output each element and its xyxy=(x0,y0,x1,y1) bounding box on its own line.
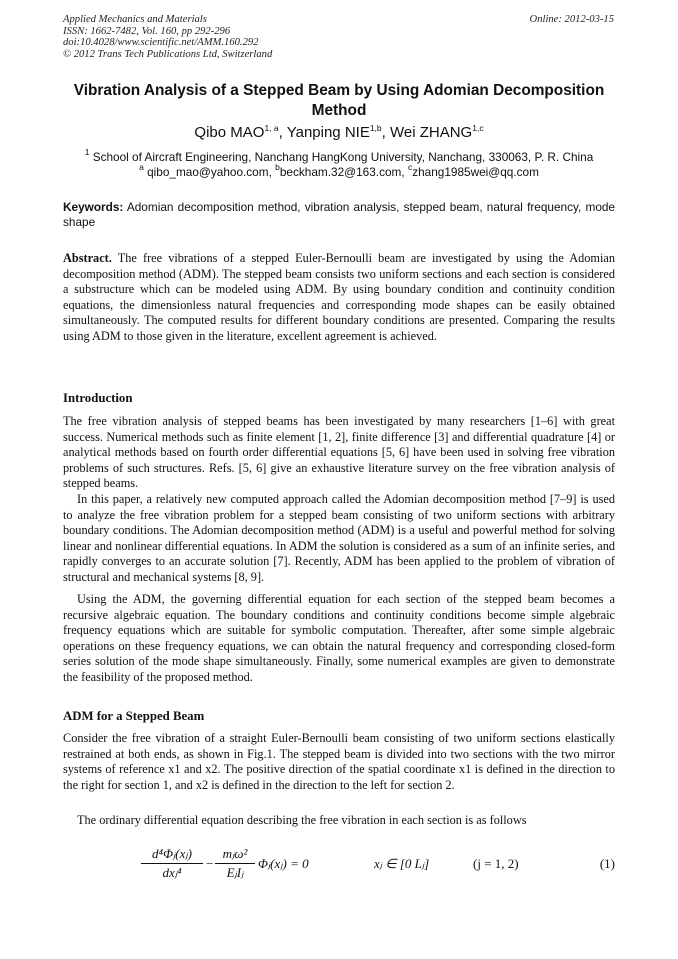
author-sup: 1,c xyxy=(472,123,484,133)
keywords-label: Keywords: xyxy=(63,200,124,214)
equation-fraction-derivative xyxy=(141,846,203,881)
affiliation-text: School of Aircraft Engineering, Nanchang HangKong University, Nanchang, 330063, P. R. China xyxy=(92,150,594,164)
equation-number: (1) xyxy=(599,856,615,871)
section-heading-adm: ADM for a Stepped Beam xyxy=(63,709,205,723)
equation-1 xyxy=(63,846,615,890)
equation-numerator: d⁴Φⱼ(xⱼ) xyxy=(141,846,203,864)
email-sup: a xyxy=(139,162,144,172)
equation-denominator: dxⱼ⁴ xyxy=(162,865,182,880)
email-link[interactable]: qibo_mao@yahoo.com xyxy=(147,165,269,179)
journal-name: Applied Mechanics and Materials xyxy=(63,14,207,25)
email-link[interactable]: beckham.32@163.com xyxy=(279,165,402,179)
email-sup: c xyxy=(407,162,413,172)
adm-paragraph-1: Consider the free vibration of a straight Euler-Bernoulli beam consisting of two uniform sections elastically restrained at both ends, as shown in Fig.1. The stepped beam is divided into two sections with the two mirror systems of reference x1 and x2. The positive direction of the spatial coordinate x1 is defined in the direction to the right for section 1, and x2 is defined in the direction to the left for section 2. xyxy=(63,731,615,792)
author-sup: 1, a xyxy=(264,123,279,133)
affiliation xyxy=(63,147,615,165)
email-sup: b xyxy=(275,162,280,172)
doi-line: doi:10.4028/www.scientific.net/AMM.160.292 xyxy=(63,37,259,49)
adm-paragraph-2: The ordinary differential equation describing the free vibration in each section is as follows xyxy=(77,813,527,827)
author-list: Qibo MAO$^{1, a}$, Yanping NIE$^{1,b}$, Wei ZHANG$^{1,c}$ xyxy=(194,123,484,141)
abstract-text: The free vibrations of a stepped Euler-Bernoulli beam are investigated by using the Adomian decomposition method (ADM). The stepped beam consists two uniform sections and each section is considered a substructure which can be modeled using ADM. By using boundary condition and continuity condition equations, the dimensionless natural frequencies and corresponding mode shapes can be easily obtained simultaneously. The computed results for different boundary conditions are presented. Comparing the results using ADM to those given in the literature, excellent agreement is achieved. xyxy=(63,251,615,343)
section-heading-introduction: Introduction xyxy=(63,391,133,405)
equation-numerator: mⱼω² xyxy=(215,846,255,864)
intro-paragraph-3: Using the ADM, the governing differential equation for each section of the stepped beam becomes a recursive algebraic equation. The boundary conditions and continuity conditions become simple algebraic frequency equations which are suitable for symbolic computation. Thereafter, after some simple algebraic operations on these frequency equations, we can obtain the natural frequency and corresponding closed-form series solution of the mode shape simultaneously. Finally, some numerical examples are given to demonstrate the feasibility of the proposed method. xyxy=(63,592,615,684)
author-name: Yanping NIE xyxy=(286,124,370,141)
abstract xyxy=(63,251,615,345)
email-link[interactable]: zhang1985wei@qq.com xyxy=(412,165,539,179)
journal-meta xyxy=(63,14,272,60)
keywords-text: Adomian decomposition method, vibration analysis, stepped beam, natural frequency, mode shape xyxy=(63,200,615,230)
issn-line: ISSN: 1662-7482, Vol. 160, pp 292-296 xyxy=(63,25,231,37)
intro-paragraph-1: The free vibration analysis of stepped beams has been investigated by many researchers [1–6] with great success. Numerical methods such as finite element [1, 2], finite difference [3] and differential quadrature [4] or analytical methods based on fourth order differential equations [5, 6] have been used in solving free vibration problems of such structures. Refs. [5, 6] give an exhaustive literature survey on the free vibration analysis of stepped beams. xyxy=(63,414,615,491)
paper-title: Vibration Analysis of a Stepped Beam by Using Adomian Decomposition Method xyxy=(73,82,605,119)
copyright-line: © 2012 Trans Tech Publications Ltd, Switzerland xyxy=(63,48,273,60)
equation-rhs: Φⱼ(xⱼ) = 0 xyxy=(258,856,309,871)
author-name: Wei ZHANG xyxy=(390,124,473,141)
equation-fraction-coefficient xyxy=(215,846,255,881)
abstract-label: Abstract. xyxy=(63,251,112,265)
equation-denominator: EⱼIⱼ xyxy=(226,865,244,880)
author-emails: $^a$ qibo_mao@yahoo.com, $^b$beckham.32@163.com, $^c$zhang1985wei@qq.com xyxy=(139,162,539,179)
online-date: Online: 2012-03-15 xyxy=(529,14,614,25)
equation-j-range: (j = 1, 2) xyxy=(473,856,519,871)
equation-domain: xⱼ ∈ [0 Lⱼ] xyxy=(374,856,430,871)
equation-minus: − xyxy=(206,856,214,871)
author-sup: 1,b xyxy=(369,123,382,133)
affiliation-number: 1 xyxy=(84,147,90,157)
intro-paragraph-2: In this paper, a relatively new computed approach called the Adomian decomposition method [7–9] is used to analyze the free vibration problem for a stepped beam consisting of two uniform sections with arbitrary boundary conditions. The Adomian decomposition method (ADM) is a useful and powerful method for solving linear and nonlinear differential equations. In ADM the solution is considered as a sum of an infinite series, and rapidly converges to an accurate solution [7]. Recently, ADM has been applied to the problem of vibration of structural and mechanical systems [8, 9]. xyxy=(63,492,615,584)
keywords xyxy=(63,200,615,231)
author-name: Qibo MAO xyxy=(194,124,265,141)
